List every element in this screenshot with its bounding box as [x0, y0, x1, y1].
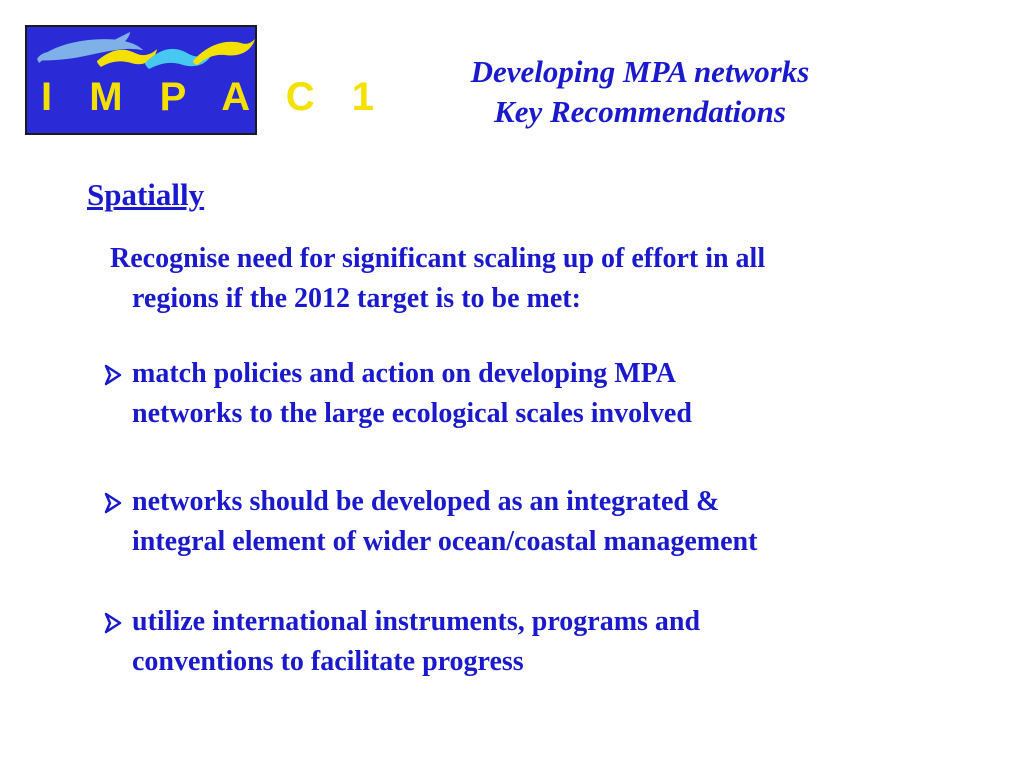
title-line-1: Developing MPA networks	[470, 54, 810, 89]
intro-paragraph	[110, 239, 990, 319]
arrow-bullet-icon	[102, 602, 130, 642]
intro-line-1: Recognise need for significant scaling up of effort in all	[110, 243, 766, 274]
bullet-item	[102, 602, 982, 682]
title-line-2: Key Recommendations	[494, 94, 786, 129]
bullet-line-2: conventions to facilitate progress	[132, 646, 524, 677]
bullet-line-1: match policies and action on developing MPA	[132, 358, 676, 389]
arrow-bullet-icon	[102, 354, 130, 394]
bullet-line-2: networks to the large ecological scales involved	[132, 398, 692, 429]
bullet-line-1: utilize international instruments, programs and	[132, 606, 701, 637]
slide-title	[340, 52, 940, 132]
arrow-bullet-icon	[102, 482, 130, 522]
logo-text: I M P A C 1	[41, 75, 388, 119]
bullet-item	[102, 354, 982, 434]
impac-logo	[25, 25, 388, 135]
section-heading: Spatially	[87, 177, 205, 212]
bullet-item	[102, 482, 982, 562]
intro-line-2: regions if the 2012 target is to be met:	[132, 283, 581, 314]
bullet-line-2: integral element of wider ocean/coastal management	[132, 526, 758, 557]
bullet-line-1: networks should be developed as an integrated &	[132, 486, 720, 517]
